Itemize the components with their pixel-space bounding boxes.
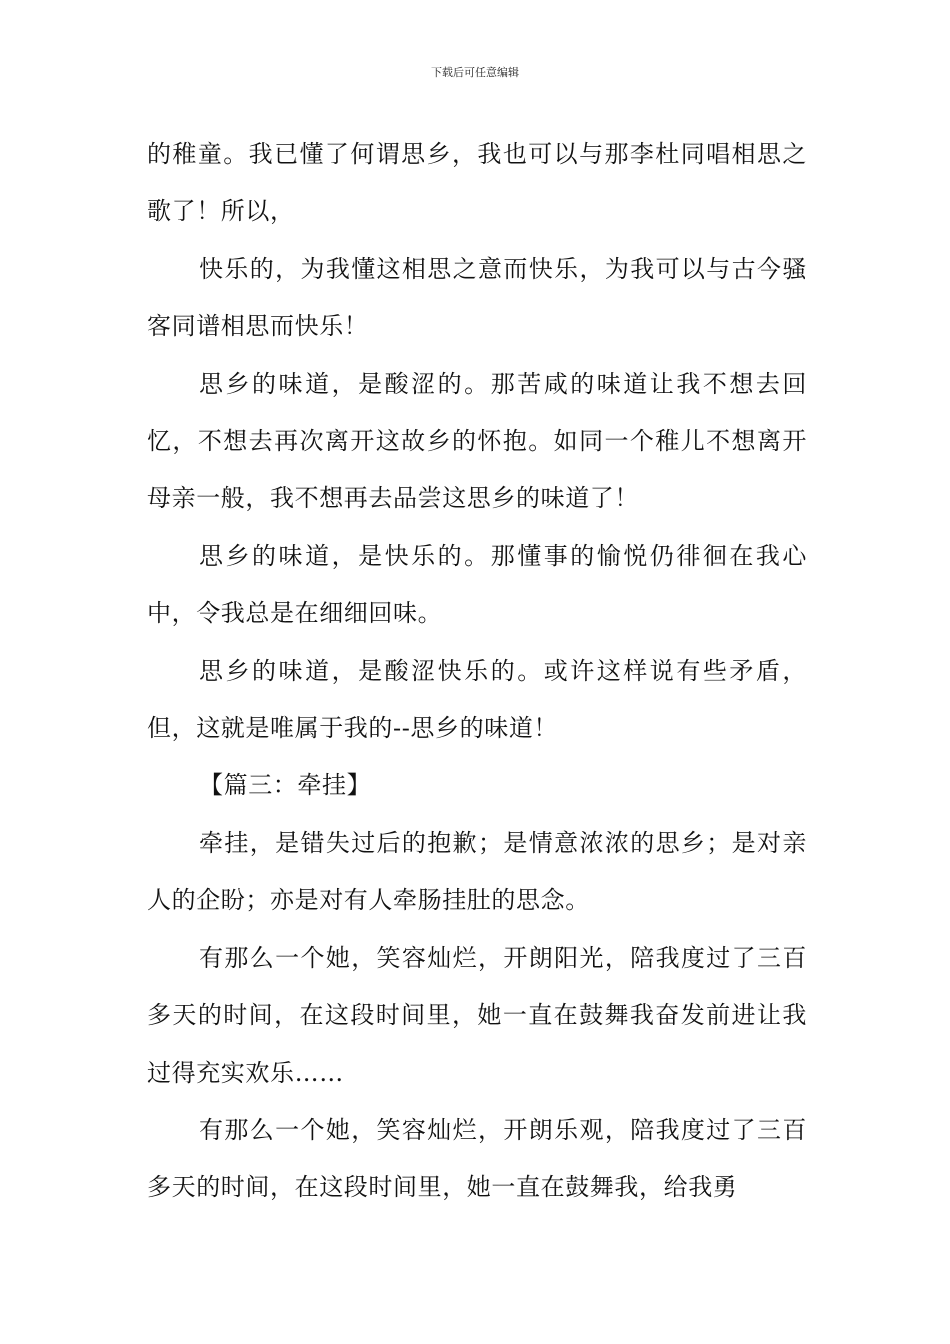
document-body [147, 126, 807, 1217]
page-header: 下载后可任意编辑 [431, 66, 519, 79]
paragraph-1: 的稚童。我已懂了何谓思乡，我也可以与那李杜同唱相思之歌了！所以， [147, 140, 807, 226]
paragraph-6: 牵挂，是错失过后的抱歉；是情意浓浓的思乡；是对亲人的企盼；亦是对有人牵肠挂肚的思念。 [147, 828, 807, 915]
paragraph-3: 思乡的味道，是酸涩的。那苦咸的味道让我不想去回忆，不想去再次离开这故乡的怀抱。如同一个稚儿不想离开母亲一般，我不想再去品尝这思乡的味道了！ [147, 369, 807, 513]
paragraph-8: 有那么一个她，笑容灿烂，开朗乐观，陪我度过了三百多天的时间，在这段时间里，她一直在鼓舞我，给我勇 [147, 1115, 807, 1202]
section-heading: 【篇三：牵挂】 [199, 771, 372, 800]
paragraph-2: 快乐的，为我懂这相思之意而快乐，为我可以与古今骚客同谱相思而快乐！ [147, 254, 807, 341]
paragraph-7: 有那么一个她，笑容灿烂，开朗阳光，陪我度过了三百多天的时间，在这段时间里，她一直在鼓舞我奋发前进让我过得充实欢乐…… [147, 943, 807, 1087]
paragraph-4: 思乡的味道，是快乐的。那懂事的愉悦仍徘徊在我心中，令我总是在细细回味。 [147, 541, 807, 628]
paragraph-5: 思乡的味道，是酸涩快乐的。或许这样说有些矛盾，但，这就是唯属于我的--思乡的味道！ [147, 656, 807, 743]
